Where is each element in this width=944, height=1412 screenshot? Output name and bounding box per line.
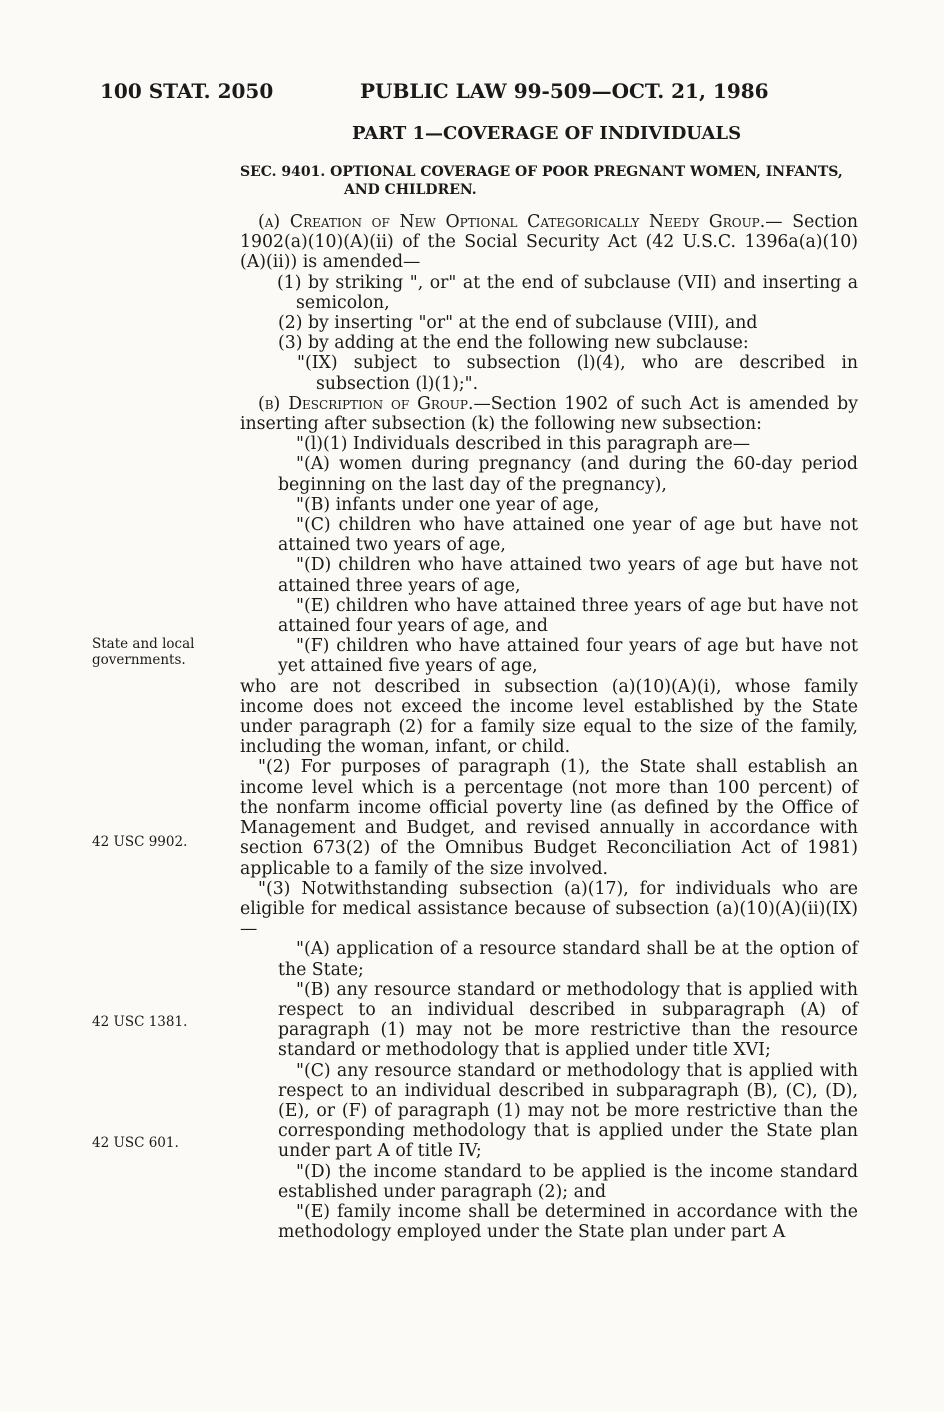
amendment-2: (2) by inserting "or" at the end of subclause (VIII), and <box>278 313 758 334</box>
paragraph-l2: "(2) For purposes of paragraph (1), the State shall establish an income level which is a percentage (not more than 100 percent) of the nonfarm income official poverty line (as defined by the Office of Management and Budget, and revised annually in accordance with section 673(2) of the Omnibus Budget Reconciliation Act of 1981) applicable to a family of the size involved. <box>240 757 858 879</box>
page-law-header: PUBLIC LAW 99-509—OCT. 21, 1986 <box>360 79 769 103</box>
margin-note-42-usc-1381: 42 USC 1381. <box>92 1014 188 1030</box>
paragraph-l3-d: "(D) the income standard to be applied is the income standard established under paragraph (2); and <box>278 1161 858 1202</box>
subsection-b-heading: (b) Description of Group. <box>258 393 474 414</box>
page-stat-citation: 100 STAT. 2050 <box>100 79 274 103</box>
margin-note-42-usc-9902: 42 USC 9902. <box>92 834 188 850</box>
paragraph-l3-c: "(C) any resource standard or methodology that is applied with respect to an individual described in subparagraph (B), (C), (D), (E), or (F) of paragraph (1) may not be more restrictive than the corresponding methodology that is applied under the State plan under part A of title IV; <box>278 1060 858 1162</box>
section-title-line1: SEC. 9401. OPTIONAL COVERAGE OF POOR PREGNANT WOMEN, INFANTS, <box>240 164 843 180</box>
subclause-ix: "(IX) subject to subsection (l)(4), who are described in subsection (l)(1);". <box>297 353 858 394</box>
paragraph-l1-tail: who are not described in subsection (a)(10)(A)(i), whose family income does not exceed the income level established by the State under paragraph (2) for a family size equal to the size of the family, including the woman, infant, or child. <box>240 676 858 758</box>
paragraph-l1-f: "(F) children who have attained four years of age but have not yet attained five years of age, <box>278 636 858 677</box>
amendment-3: (3) by adding at the end the following new subclause: <box>278 333 749 354</box>
section-title-line2: AND CHILDREN. <box>344 182 477 198</box>
margin-note-state-local-line1: State and local <box>92 636 195 652</box>
subsection-a-text: Section 1902(a)(10)(A)(ii) of the Social Security Act (42 U.S.C. 1396a(a)(10)(A)(ii)) is amended— <box>240 212 858 273</box>
amendment-1: (1) by striking ", or" at the end of subclause (VII) and inserting a semicolon, <box>277 272 858 313</box>
paragraph-l1-a: "(A) women during pregnancy (and during the 60-day period beginning on the last day of the pregnancy), <box>278 454 858 495</box>
part-title: PART 1—COVERAGE OF INDIVIDUALS <box>352 123 742 144</box>
subsection-a <box>240 212 858 273</box>
subsection-a-heading: (a) Creation of New Optional Categorically Needy Group.— <box>258 212 783 232</box>
margin-note-state-local-line2: governments. <box>92 652 186 668</box>
subsection-b <box>240 394 858 434</box>
paragraph-l3-b: "(B) any resource standard or methodology that is applied with respect to an individual described in subparagraph (A) of paragraph (1) may not be more restrictive than the resource standard or methodology that is applied under title XVI; <box>278 979 858 1061</box>
paragraph-l1-b: "(B) infants under one year of age, <box>296 494 600 515</box>
paragraph-l3-a: "(A) application of a resource standard shall be at the option of the State; <box>278 939 858 980</box>
paragraph-l3: "(3) Notwithstanding subsection (a)(17), for individuals who are eligible for medical assistance because of subsection (a)(10)(A)(ii)(IX)— <box>240 878 858 940</box>
subsection-b-text: —Section 1902 of such Act is amended by inserting after subsection (k) the following new subsection: <box>240 393 858 435</box>
section-body <box>240 212 858 1242</box>
margin-note-42-usc-601: 42 USC 601. <box>92 1135 179 1151</box>
paragraph-l1-d: "(D) children who have attained two years of age but have not attained three years of age, <box>278 555 858 596</box>
section-title <box>240 163 858 199</box>
margin-note-state-local <box>92 636 232 668</box>
paragraph-l1: "(l)(1) Individuals described in this paragraph are— <box>296 434 751 455</box>
paragraph-l1-e: "(E) children who have attained three years of age but have not attained four years of age, and <box>278 595 858 637</box>
paragraph-l1-c: "(C) children who have attained one year of age but have not attained two years of age, <box>278 515 858 556</box>
paragraph-l3-e: "(E) family income shall be determined in accordance with the methodology employed under the State plan under part A <box>278 1201 858 1243</box>
